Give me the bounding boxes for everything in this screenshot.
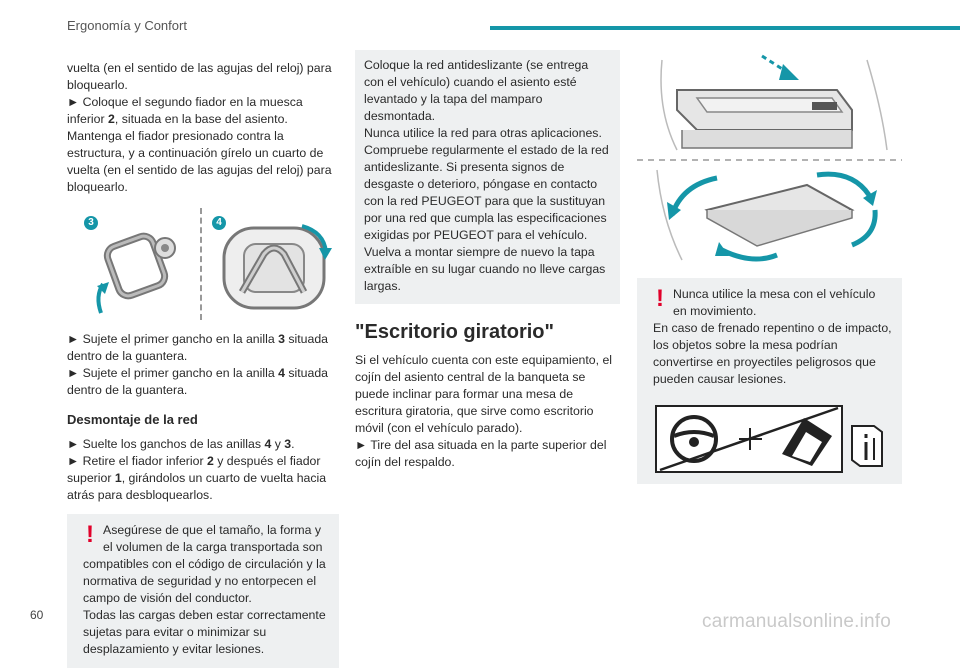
text: ► Sujete el primer gancho en la anilla [67, 366, 279, 380]
warning-lead: Nunca utilice la mesa con el vehículo en movimiento. [673, 287, 876, 318]
text: ► Coloque el segundo fiador en la muesca inferior [67, 95, 303, 126]
section-title: "Escritorio giratorio" [355, 321, 554, 343]
paragraph [67, 94, 339, 196]
hook-3-drawing [87, 218, 197, 318]
info-box [355, 50, 620, 304]
paragraph [67, 453, 339, 504]
paragraph: Si el vehículo cuenta con este equipamiento, el cojín del asiento central de la banqueta se puede inclinar para formar una mesa de escritura giratoria, que sirve como escritorio móvil (con el vehículo parado). [355, 353, 613, 435]
watermark: carmanualsonline.info [702, 611, 892, 632]
text: . [291, 437, 295, 451]
text: , girándolos un cuarto de vuelta hacia atrás para desbloquearlos. [67, 471, 327, 502]
text: situada dentro de la guantera. [67, 366, 329, 397]
info-text: Nunca utilice la red para otras aplicaciones. Compruebe regularmente el estado de la red antideslizante. Si presenta signos de desgaste o deterioro, póngase en contacto con la red PEUGEOT para que la sustituyan por una red que cumpla las especificaciones exigidas por PEUGEOT para el vehículo. [364, 126, 609, 242]
warning-text: En caso de frenado repentino o de impacto, los objetos sobre la mesa podrían convertirse en proyectiles peligrosos que pueden causar lesiones. [653, 321, 892, 386]
column-1 [67, 60, 339, 668]
step-badge-3: 3 [84, 216, 98, 230]
hook-4-drawing [212, 214, 342, 319]
warning-box [637, 278, 902, 484]
info-text: Vuelva a montar siempre de nuevo la tapa extraíble en su lugar cuando no lleve cargas largas. [364, 245, 606, 293]
step-badge-4: 4 [212, 216, 226, 230]
paragraph: ► Tire del asa situada en la parte superior del cojín del respaldo. [355, 438, 607, 469]
header-section: Ergonomía y Confort [67, 18, 187, 33]
warning-icon: ! [656, 285, 664, 312]
ref-number: 4 [264, 437, 272, 451]
subsection-title: Desmontaje de la red [67, 412, 198, 427]
ref-number: 2 [206, 454, 214, 468]
ref-number: 3 [284, 437, 292, 451]
paragraph [67, 365, 339, 399]
warning-box [67, 514, 339, 668]
info-text: Coloque la red antideslizante (se entrega con el vehículo) cuando el asiento esté levantado y la tapa del mamparo desmontada. [364, 58, 589, 123]
column-3 [637, 50, 902, 484]
paragraph [67, 436, 339, 453]
text: , situada en la base del asiento. Mantenga el fiador presionado contra la estructura, y a continuación gírelo un cuarto de vuelta (en el sentido de las agujas del reloj) para bloquearlo. [67, 112, 332, 194]
column-2 [355, 50, 620, 471]
ref-number: 3 [278, 332, 285, 346]
ref-number: 1 [114, 471, 122, 485]
text: ► Sujete el primer gancho en la anilla [67, 332, 279, 346]
warning-text: Todas las cargas deben estar correctamente sujetas para evitar o minimizar su desplazamiento y evitar lesiones. [83, 608, 326, 656]
header-accent-bar [490, 26, 960, 30]
page-number: 60 [30, 608, 44, 622]
divider [200, 208, 202, 320]
desk-illustration [637, 50, 902, 270]
text: ► Suelte los ganchos de las anillas [67, 437, 265, 451]
warning-lead: Asegúrese de que el tamaño, la forma y el volumen de la carga transportada son [103, 523, 323, 554]
paragraph [67, 331, 339, 365]
text: ► Retire el fiador inferior [67, 454, 207, 468]
ref-number: 4 [278, 366, 285, 380]
text: y después el fiador superior [67, 454, 321, 485]
paragraph: vuelta (en el sentido de las agujas del reloj) para bloquearlo. [67, 61, 332, 92]
hook-illustration [67, 208, 339, 323]
text: situada dentro de la guantera. [67, 332, 329, 363]
no-use-while-driving-pictogram [654, 404, 884, 476]
warning-icon: ! [86, 521, 94, 548]
warning-text: compatibles con el código de circulación y la normativa de seguridad y no entorpecen el campo de visión del conductor. [83, 557, 326, 605]
ref-number: 2 [108, 112, 115, 126]
text: y [271, 437, 285, 451]
